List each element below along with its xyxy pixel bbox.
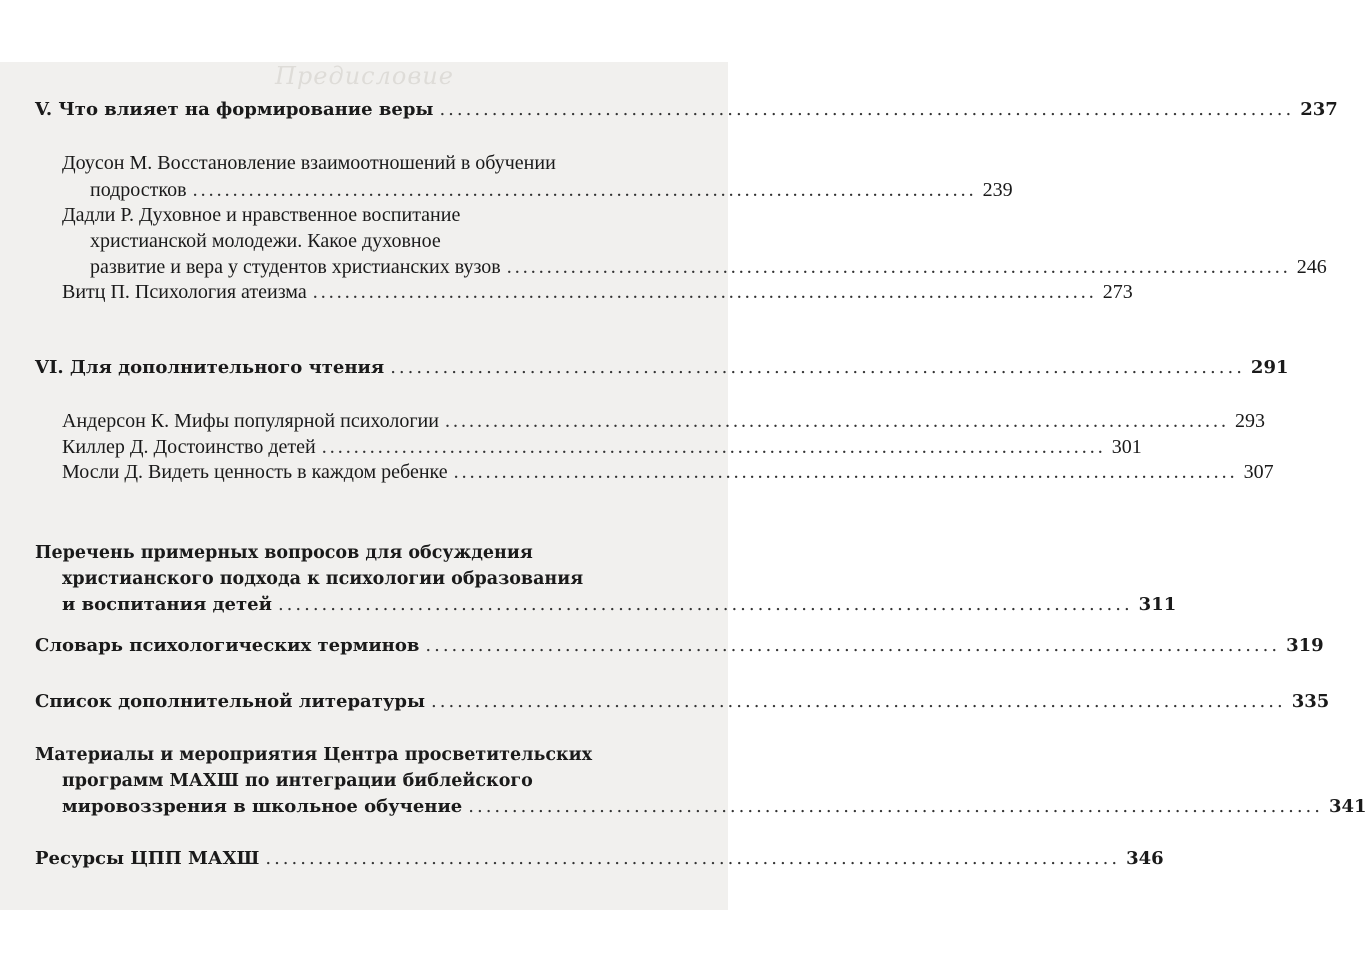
toc-entry-title: Мосли Д. Видеть ценность в каждом ребенке: [62, 461, 448, 483]
toc-entry-title: Ресурсы ЦПП МАХШ: [35, 848, 260, 869]
leader-dots: ..................................................................................................: [439, 99, 1295, 120]
toc-entry-materials-line2[interactable]: программ МАХШ по интеграции библейского: [62, 771, 533, 791]
toc-page-number: 307: [1243, 461, 1274, 483]
toc-entry-glossary[interactable]: [35, 632, 1324, 659]
leader-dots: ..................................................................................................: [265, 848, 1121, 869]
toc-entry-title: Андерсон К. Мифы популярной психологии: [62, 410, 439, 432]
leader-dots: ..................................................................................................: [312, 281, 1097, 303]
bleed-through-heading: Предисловие: [275, 62, 454, 90]
toc-page-number: 237: [1300, 99, 1338, 120]
toc-page-number: 273: [1102, 281, 1133, 303]
toc-page-number: 301: [1111, 436, 1142, 458]
leader-dots: ..................................................................................................: [506, 256, 1291, 278]
toc-entry-title: Киллер Д. Достоинство детей: [62, 436, 316, 458]
toc-entry-literature[interactable]: [35, 688, 1330, 715]
toc-entry-title: мировоззрения в школьное обучение: [62, 796, 463, 817]
toc-entry-title: V. Что влияет на формирование веры: [35, 99, 434, 120]
toc-entry-section-5[interactable]: [35, 96, 1338, 123]
toc-entry-title: подростков: [90, 179, 187, 201]
toc-entry-dudley[interactable]: [90, 254, 1327, 281]
toc-page-number: 319: [1286, 635, 1324, 656]
toc-entry-section-6[interactable]: [35, 354, 1289, 381]
leader-dots: ..................................................................................................: [192, 179, 977, 201]
leader-dots: ..................................................................................................: [468, 796, 1323, 817]
toc-page-number: 341: [1329, 796, 1367, 817]
toc-entry-anderson[interactable]: [62, 408, 1265, 435]
leader-dots: ..................................................................................................: [321, 436, 1106, 458]
toc-entry-dawson-line1[interactable]: Доусон М. Восстановление взаимоотношений в обучении: [62, 152, 556, 174]
toc-entry-questions-line2[interactable]: христианского подхода к психологии образования: [62, 569, 584, 589]
leader-dots: ..................................................................................................: [390, 357, 1245, 378]
leader-dots: ..................................................................................................: [444, 410, 1229, 432]
toc-entry-vitz[interactable]: [62, 279, 1133, 306]
leader-dots: ..................................................................................................: [277, 594, 1133, 615]
toc-page-number: 346: [1126, 848, 1164, 869]
toc-entry-mosley[interactable]: [62, 459, 1274, 486]
toc-entry-materials[interactable]: [62, 793, 1367, 820]
toc-entry-title: Список дополнительной литературы: [35, 691, 425, 712]
toc-entry-dudley-line2[interactable]: христианской молодежи. Какое духовное: [90, 230, 441, 252]
toc-entry-dudley-line1[interactable]: Дадли Р. Духовное и нравственное воспитание: [62, 204, 461, 226]
toc-entry-questions[interactable]: [62, 591, 1177, 618]
leader-dots: ..................................................................................................: [431, 691, 1286, 712]
leader-dots: ..................................................................................................: [453, 461, 1238, 483]
toc-page-number: 335: [1291, 691, 1330, 712]
toc-entry-dawson[interactable]: [90, 177, 1013, 204]
toc-page-number: 293: [1234, 410, 1265, 432]
toc-page-number: 239: [982, 179, 1013, 201]
toc-entry-questions-line1[interactable]: Перечень примерных вопросов для обсуждения: [35, 543, 533, 563]
toc-entry-resources[interactable]: [35, 845, 1164, 872]
leader-dots: ..................................................................................................: [425, 635, 1281, 656]
toc-entry-title: Витц П. Психология атеизма: [62, 281, 307, 303]
toc-page-number: 291: [1250, 357, 1289, 378]
toc-page-number: 246: [1296, 256, 1327, 278]
toc-entry-title: VI. Для дополнительного чтения: [35, 357, 385, 378]
toc-entry-materials-line1[interactable]: Материалы и мероприятия Центра просветительских: [35, 745, 593, 765]
toc-entry-title: развитие и вера у студентов христианских вузов: [90, 256, 501, 278]
toc-entry-title: и воспитания детей: [62, 594, 272, 615]
toc-entry-title: Словарь психологических терминов: [35, 635, 420, 656]
toc-entry-killer[interactable]: [62, 434, 1142, 461]
toc-page-number: 311: [1138, 594, 1177, 615]
